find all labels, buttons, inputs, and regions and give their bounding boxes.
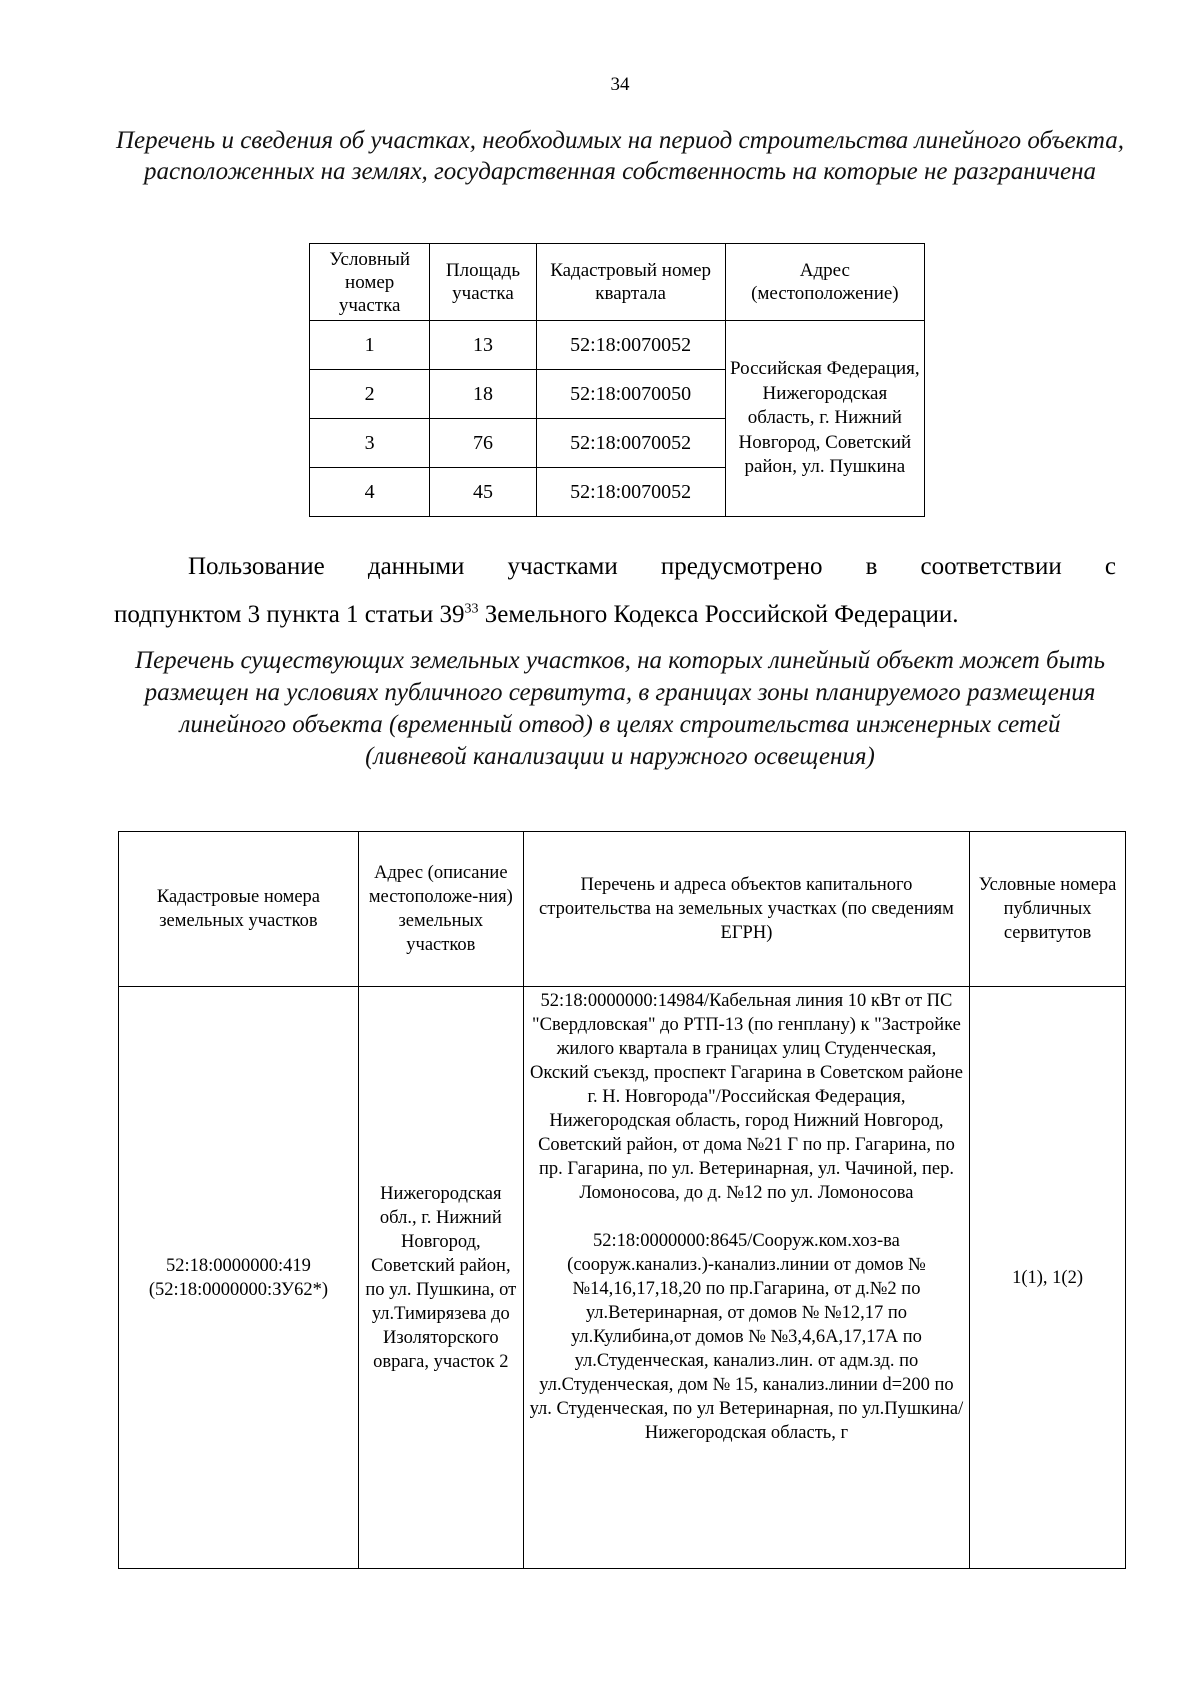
paragraph-text: подпунктом 3 пункта 1 статьи 39	[114, 601, 465, 628]
paragraph-word: соответствии	[920, 553, 1062, 580]
plots-table	[309, 243, 925, 517]
plot-area: 13	[430, 321, 536, 370]
table1-caption: Перечень и сведения об участках, необходимых на период строительства линейного объекта, расположенных на землях, государственная собственность на которые не разграничена	[115, 127, 1125, 185]
plot-number: 1	[310, 321, 430, 370]
header-cadastral-numbers: Кадастровые номера земельных участков	[119, 832, 359, 987]
header-plot-address: Адрес (описание местоположе-ния) земельных участков	[358, 832, 523, 987]
paragraph-word: с	[1104, 553, 1116, 580]
paragraph-text: Земельного Кодекса Российской Федерации.	[478, 601, 959, 628]
header-plot-area: Площадь участка	[430, 244, 536, 321]
list-item: 52:18:0000000:8645/Сооруж.ком.хоз-ва (сооруж.канализ.)-канализ.линии от домов № №14,16,17,18,20 по пр.Гагарина, от д.№2 по ул.Ветеринарная, от домов № №12,17 по ул.Кулибина,от домов № №3,4,6А,17,17А по ул.Студенческая, канализ.лин. от адм.зд. по ул.Студенческая, дом № 15, канализ.линии d=200 по ул. Студенческая, по ул Ветеринарная, по ул.Пушкина/Нижегородская область, г	[529, 1231, 964, 1443]
header-capital-objects: Перечень и адреса объектов капитального строительства на земельных участках (по сведениям ЕГРН)	[523, 832, 969, 987]
page-number: 34	[610, 74, 630, 95]
cadastral-block: 52:18:0070052	[536, 468, 725, 517]
list-item: 52:18:0000000:14984/Кабельная линия 10 кВт от ПС "Свердловская" до РТП-13 (по генплану) к "Застройке жилого квартала в границах улиц Студенческая, Окский съекзд, проспект Гагарина в Советском районе г. Н. Новгорода"/Российская Федерация, Нижегородская область, город Нижний Новгород, Советский район, от дома №21 Г по пр. Гагарина, по пр. Гагарина, по ул. Ветеринарная, ул. Чачиной, пер. Ломоносова, до д. №12 по ул. Ломоносова	[529, 991, 963, 1203]
servitude-table	[118, 831, 1126, 1569]
servitude-numbers: 1(1), 1(2)	[970, 987, 1126, 1569]
header-cadastral-block: Кадастровый номер квартала	[536, 244, 725, 321]
plot-location: Нижегородская обл., г. Нижний Новгород, Советский район, по ул. Пушкина, от ул.Тимирязева до Изоляторского оврага, участок 2	[358, 987, 523, 1569]
paragraph-word: предусмотрено	[660, 553, 823, 580]
cadastral-number: 52:18:0000000:419 (52:18:0000000:ЗУ62*)	[119, 987, 359, 1569]
cadastral-block: 52:18:0070052	[536, 321, 725, 370]
plot-number: 2	[310, 370, 430, 419]
paragraph-word: Пользование	[188, 553, 325, 580]
paragraph-word: участками	[507, 553, 618, 580]
plot-area: 18	[430, 370, 536, 419]
paragraph-line-1	[188, 553, 1116, 581]
table-row	[310, 321, 925, 370]
table-row	[119, 987, 1126, 1569]
header-address: Адрес (местоположение)	[725, 244, 924, 321]
cadastral-block: 52:18:0070052	[536, 419, 725, 468]
paragraph-line-2	[114, 601, 1124, 629]
paragraph-word: данными	[367, 553, 465, 580]
superscript-article: 33	[464, 601, 479, 617]
plot-number: 4	[310, 468, 430, 517]
paragraph-word: в	[865, 553, 878, 580]
plot-area: 45	[430, 468, 536, 517]
table-header-row	[310, 244, 925, 321]
table-header-row	[119, 832, 1126, 987]
plot-address: Российская Федерация, Нижегородская область, г. Нижний Новгород, Советский район, ул. Пушкина	[725, 321, 924, 517]
header-servitude-numbers: Условные номера публичных сервитутов	[970, 832, 1126, 987]
table2-caption: Перечень существующих земельных участков, на которых линейный объект может быть размещен на условиях публичного сервитута, в границах зоны планируемого размещения линейного объекта (временный отвод) в целях строительства инженерных сетей (ливневой канализации и наружного освещения)	[135, 647, 1105, 770]
plot-area: 76	[430, 419, 536, 468]
plot-number: 3	[310, 419, 430, 468]
capital-objects-list	[523, 987, 969, 1569]
cadastral-block: 52:18:0070050	[536, 370, 725, 419]
header-plot-number: Условный номер участка	[310, 244, 430, 321]
